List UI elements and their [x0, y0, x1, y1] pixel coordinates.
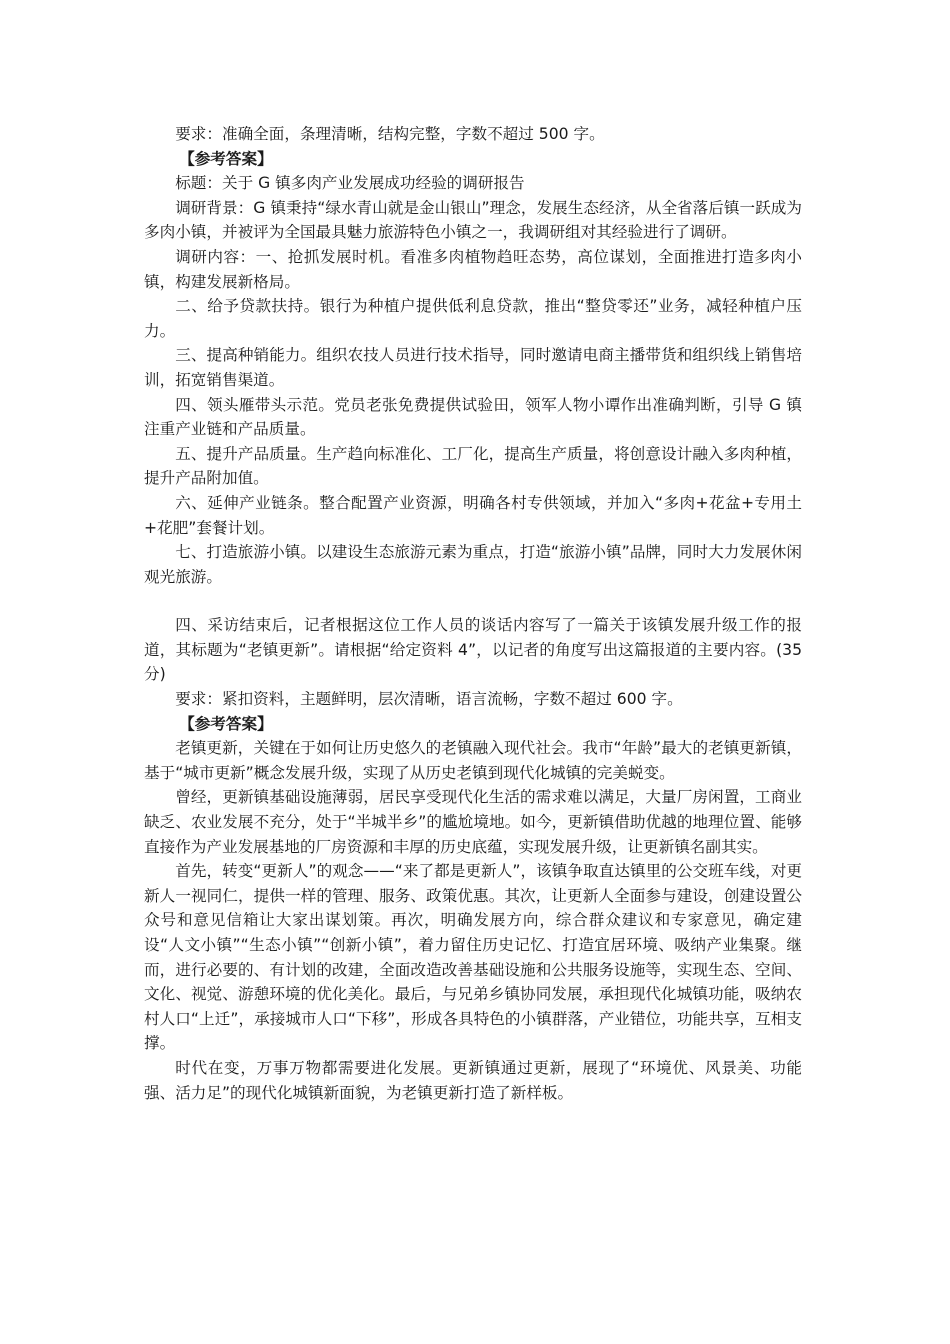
answer-heading: 【参考答案】: [179, 149, 273, 168]
section-gap: [144, 589, 802, 613]
research-point: 四、领头雁带头示范。党员老张免费提供试验田，领军人物小谭作出准确判断，引导 G 镇注重产业链和产品质量。: [144, 395, 802, 439]
report-title-line: 标题：关于 G 镇多肉产业发展成功经验的调研报告: [175, 174, 525, 193]
answer-paragraph: 首先，转变“更新人”的观念——“来了都是更新人”，该镇争取直达镇里的公交班车线，对更新人一视同仁，提供一样的管理、服务、政策优惠。其次，让更新人全面参与建设，创建设置公众号和意见信箱让大家出谋划策。再次，明确发展方向，综合群众建议和专家意见，确定建设“人文小镇”“生态小镇”“创新小镇”，着力留住历史记忆、打造宜居环境、吸纳产业集聚。继而，进行必要的、有计划的改建，全面改造改善基础设施和公共服务设施等，实现生态、空间、文化、视觉、游憩环境的优化美化。最后，与兄弟乡镇协同发展，承担现代化城镇功能，吸纳农村人口“上迁”，承接城市人口“下移”，形成各具特色的小镇群落，产业错位，功能共享，互相支撑。: [144, 862, 802, 1053]
answer-heading: 【参考答案】: [179, 714, 273, 733]
requirement-line: 要求：紧扣资料，主题鲜明，层次清晰，语言流畅，字数不超过 600 字。: [175, 690, 683, 709]
requirement-line: 要求：准确全面，条理清晰，结构完整，字数不超过 500 字。: [175, 125, 605, 143]
research-background: 调研背景：G 镇秉持“绿水青山就是金山银山”理念，发展生态经济，从全省落后镇一跃成为多肉小镇，并被评为全国最具魅力旅游特色小镇之一，我调研组对其经验进行了调研。: [144, 198, 802, 242]
research-point: 三、提高种销能力。组织农技人员进行技术指导，同时邀请电商主播带货和组织线上销售培训，拓宽销售渠道。: [144, 346, 802, 389]
answer-paragraph: 老镇更新，关键在于如何让历史悠久的老镇融入现代社会。我市“年龄”最大的老镇更新镇，基于“城市更新”概念发展升级，实现了从历史老镇到现代化城镇的完美蜕变。: [144, 739, 802, 782]
question-four: 四、采访结束后，记者根据这位工作人员的谈话内容写了一篇关于该镇发展升级工作的报道，其标题为“老镇更新”。请根据“给定资料 4”，以记者的角度写出这篇报道的主要内容。(35 分): [144, 616, 802, 684]
research-point: 五、提升产品质量。生产趋向标准化、工厂化，提高生产质量，将创意设计融入多肉种植，提升产品附加值。: [144, 444, 802, 488]
answer-paragraph: 曾经，更新镇基础设施薄弱，居民享受现代化生活的需求难以满足，大量厂房闲置，工商业缺乏、农业发展不充分，处于“半城半乡”的尴尬境地。如今，更新镇借助优越的地理位置、能够直接作为产业发展基地的厂房资源和丰厚的历史底蕴，实现发展升级，让更新镇名副其实。: [144, 788, 802, 856]
document-page: [144, 122, 802, 1105]
research-point: 二、给予贷款扶持。银行为种植户提供低利息贷款，推出“整贷零还”业务，减轻种植户压力。: [144, 297, 802, 340]
research-point: 调研内容：一、抢抓发展时机。看准多肉植物趋旺态势，高位谋划，全面推进打造多肉小镇，构建发展新格局。: [144, 247, 802, 291]
answer-paragraph: 时代在变，万事万物都需要进化发展。更新镇通过更新，展现了“环境优、风景美、功能强、活力足”的现代化城镇新面貌，为老镇更新打造了新样板。: [144, 1058, 802, 1102]
research-point: 六、延伸产业链条。整合配置产业资源，明确各村专供领域，并加入“多肉+花盆+专用土+花肥”套餐计划。: [144, 493, 802, 537]
research-point: 七、打造旅游小镇。以建设生态旅游元素为重点，打造“旅游小镇”品牌，同时大力发展休闲观光旅游。: [144, 543, 802, 586]
